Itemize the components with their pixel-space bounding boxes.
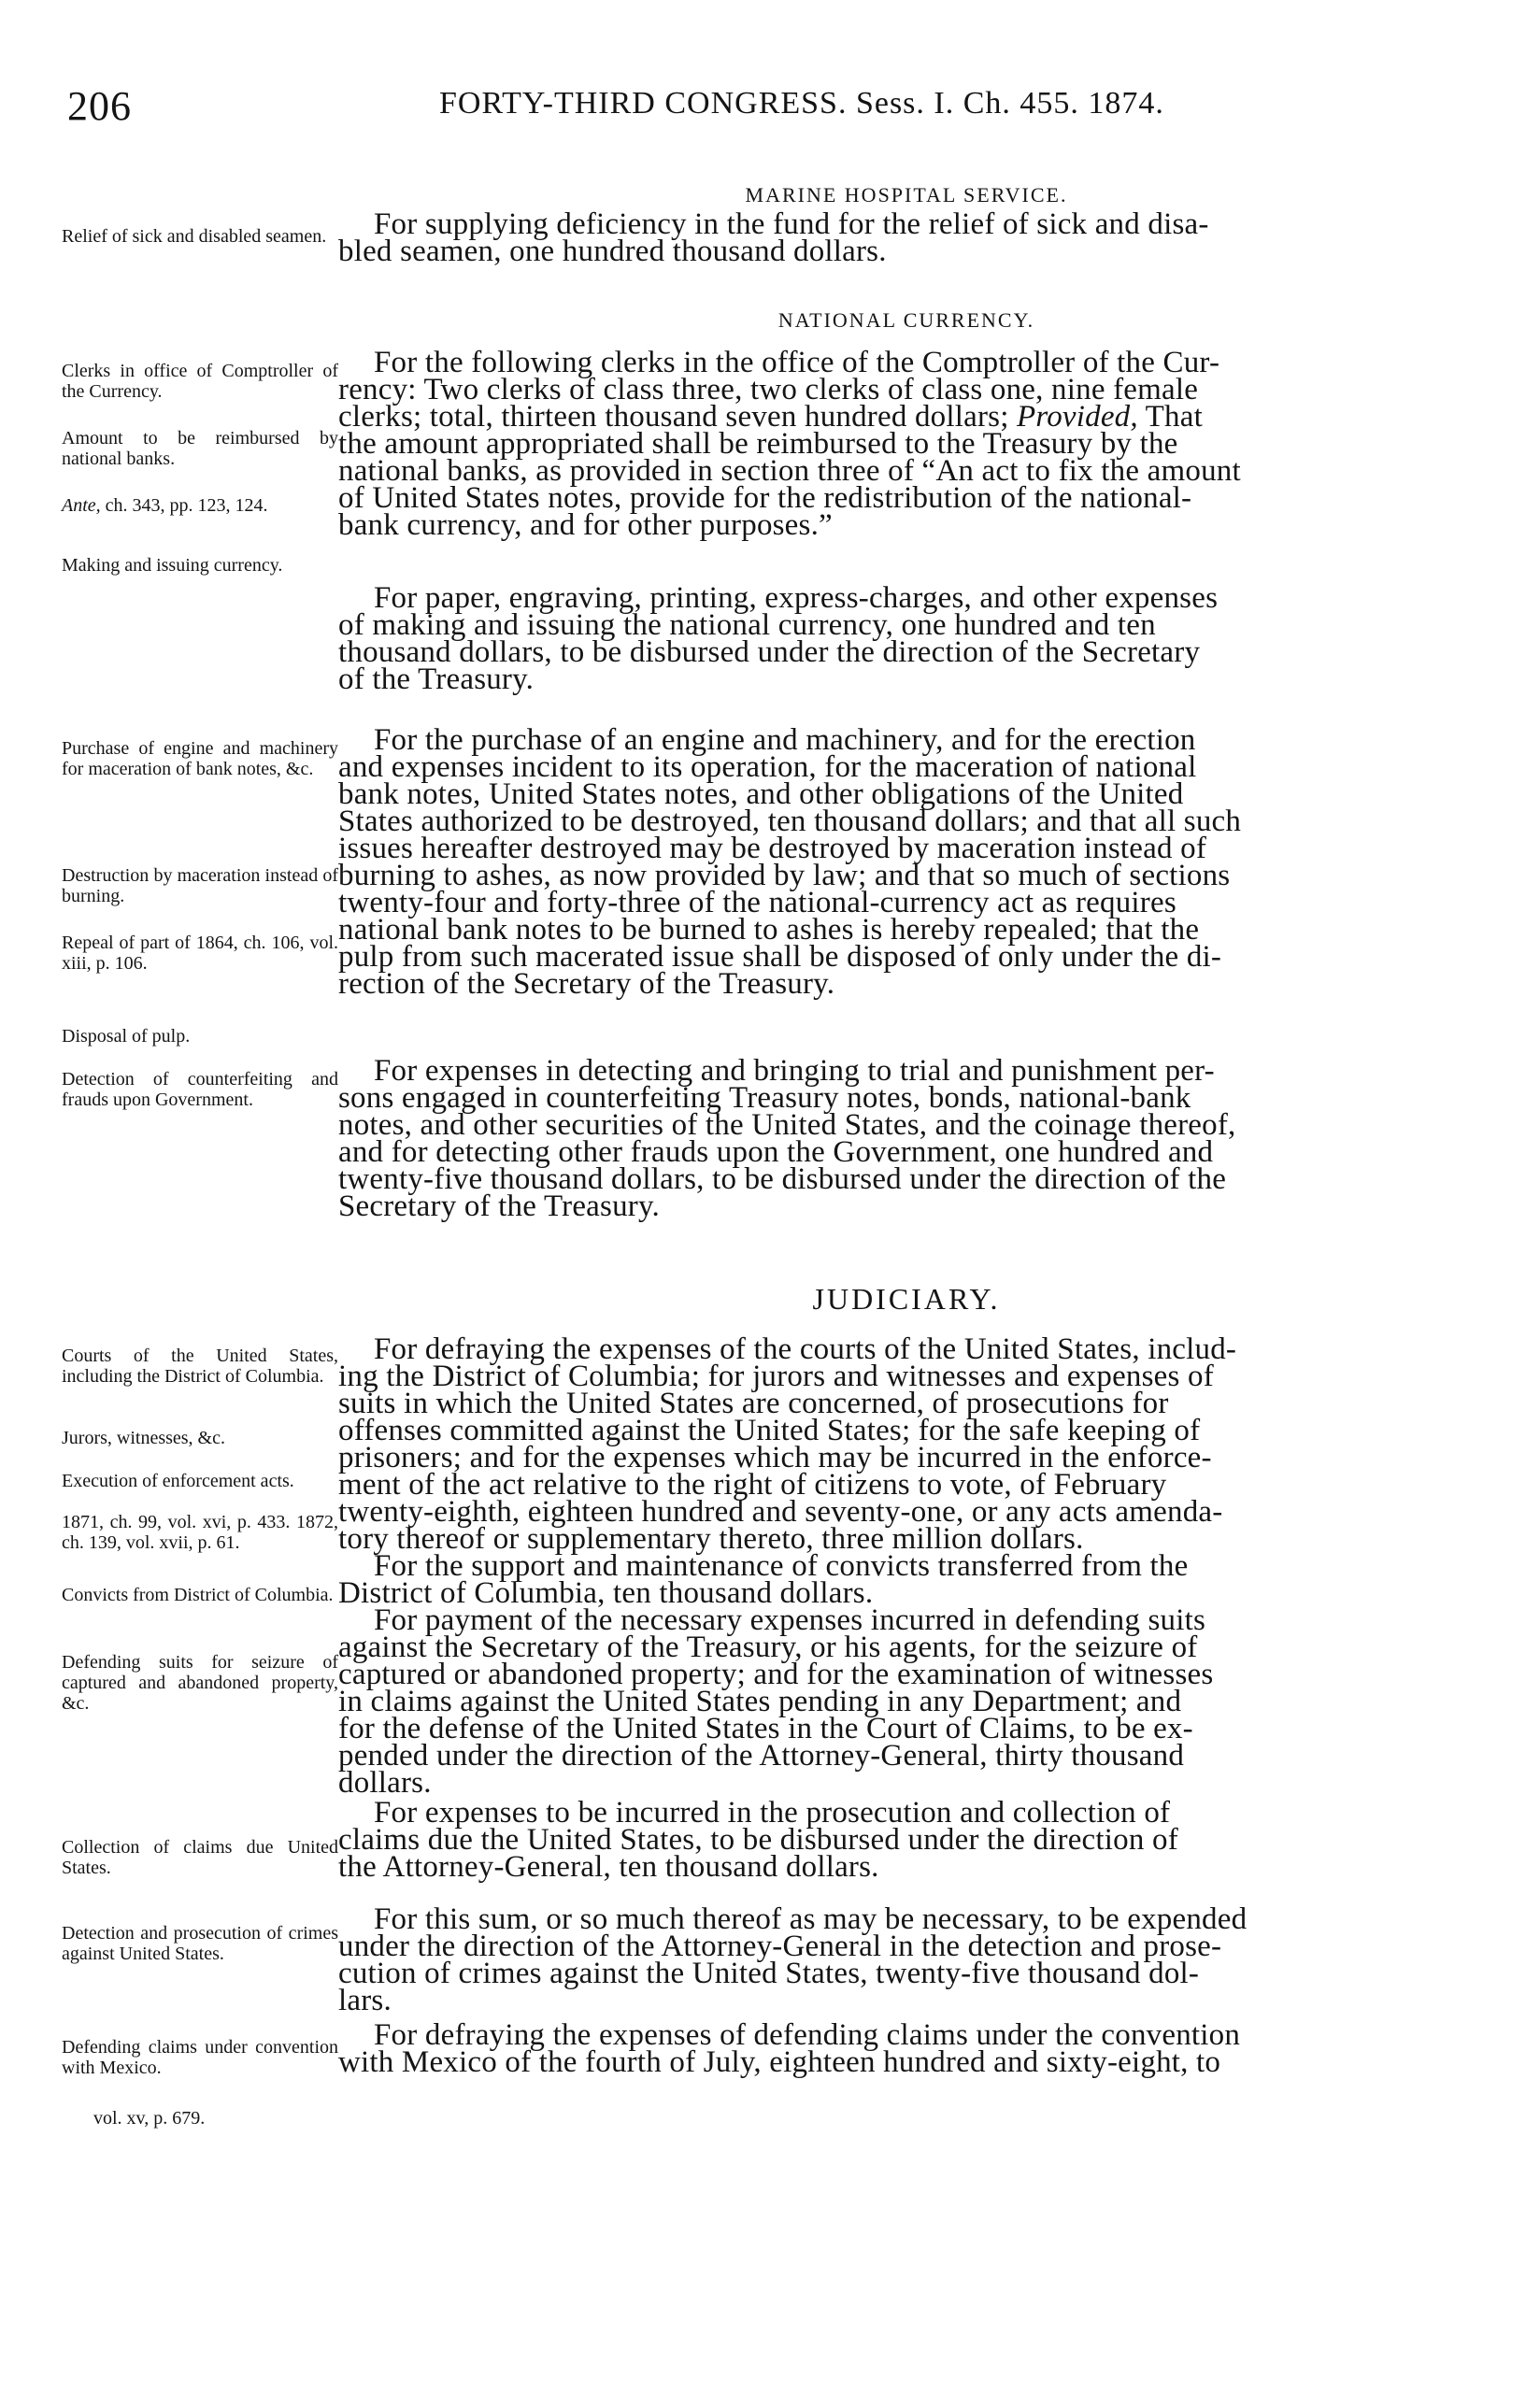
section-heading-currency: NATIONAL CURRENCY. bbox=[777, 308, 1035, 332]
margin-note-courts: Courts of the United States, including the District of Columbia. bbox=[62, 1346, 338, 1387]
paragraph-defending-suits: For payment of the necessary expenses incurred in defending suits against the Secretary of the Treasury, or his agents, for the seizure of captured or abandoned property; and for the examination of witnesses in claims against the United States pending in any Department; and for the defense of the United States in the Court of Claims, to be ex- pended under the direction of the Attorney-General, thirty thousand dollars. bbox=[338, 1603, 1214, 1800]
page-number: 206 bbox=[67, 83, 132, 129]
margin-note-counterfeiting: Detection of counterfeiting and frauds upon Government. bbox=[62, 1069, 338, 1110]
provided-italic: Provided, bbox=[1017, 400, 1138, 434]
paragraph-clerks-part1: For the following clerks in the office of the Comptroller of the Cur- rency: Two clerks of class three, two clerks of class one, nine female clerks; total, thirteen thousand seven hundred dollars; bbox=[338, 346, 1220, 434]
margin-note-reimbursed: Amount to be reimbursed by national banks. bbox=[62, 428, 338, 469]
section-heading-marine: MARINE HOSPITAL SERVICE. bbox=[745, 183, 1068, 207]
margin-note-mexico: Defending claims under convention with Mexico. bbox=[62, 2037, 338, 2078]
margin-note-vol-ref: vol. xv, p. 679. bbox=[93, 2108, 206, 2129]
paragraph-mexico: For defraying the expenses of defending claims under the convention with Mexico of the fourth of July, eighteen hundred and sixty-eight, to bbox=[338, 2018, 1241, 2079]
margin-note-ante bbox=[62, 495, 338, 516]
section-heading-judiciary: JUDICIARY. bbox=[812, 1282, 1001, 1316]
running-head: FORTY-THIRD CONGRESS. Sess. I. Ch. 455. 1874. bbox=[439, 86, 1164, 121]
margin-note-repeal: Repeal of part of 1864, ch. 106, vol. xiii, p. 106. bbox=[62, 933, 338, 974]
margin-note-relief: Relief of sick and disabled seamen. bbox=[62, 226, 327, 247]
margin-note-pulp: Disposal of pulp. bbox=[62, 1026, 191, 1047]
paragraph-counterfeiting: For expenses in detecting and bringing to trial and punishment per- sons engaged in counterfeiting Treasury notes, bonds, national-bank notes, and other securities of the United States, and the coinage thereof, and for detecting other frauds upon the Government, one hundred and twenty-five thousand dollars, to be disbursed under the direction of the Secretary of the Treasury. bbox=[338, 1054, 1236, 1223]
paragraph-maceration: For the purchase of an engine and machinery, and for the erection and expenses incident to its operation, for the maceration of national bank notes, United States notes, and other obligations of the United States authorized to be destroyed, ten thousand dollars; and that all such issues hereafter destroyed may be destroyed by maceration instead of burning to ashes, as now provided by law; and that so much of sections twenty-four and forty-three of the national-currency act as requires national bank notes to be burned to ashes is hereby repealed; that the pulp from such macerated issue shall be disposed of only under the di- rection of the Secretary of the Treasury. bbox=[338, 723, 1242, 1001]
paragraph-clerks-part2: That the amount appropriated shall be reimbursed to the Treasury by the national banks, as provided in section three of “An act to fix the amount of United States notes, provide for the redistribution of the national- bank currency, and for other purposes.” bbox=[338, 400, 1241, 542]
margin-note-destruction: Destruction by maceration instead of burning. bbox=[62, 865, 338, 906]
margin-note-ante-italic: Ante, bbox=[62, 495, 101, 516]
paragraph-clerks bbox=[338, 346, 1478, 542]
margin-note-convicts: Convicts from District of Columbia. bbox=[62, 1585, 334, 1605]
margin-note-jurors: Jurors, witnesses, &c. bbox=[62, 1428, 225, 1448]
page-header bbox=[67, 82, 1478, 138]
paragraph-courts: For defraying the expenses of the courts of the United States, includ- ing the District of Columbia; for jurors and witnesses and expenses of suits in which the United States are concerned, of prosecutions for offenses committed against the United States; for the safe keeping of prisoners; and for the expenses which may be incurred in the enforce- ment of the act relative to the right of citizens to vote, of February twenty-eighth, eighteen hundred and seventy-one, or any acts amenda- tory thereof or supplementary thereto, three million dollars. bbox=[338, 1332, 1237, 1556]
paragraph-crimes: For this sum, or so much thereof as may be necessary, to be expended under the direction of the Attorney-General in the detection and prose- cution of crimes against the United States, twenty-five thousand dol- lars. bbox=[338, 1902, 1248, 2017]
margin-note-defending-suits: Defending suits for seizure of captured and abandoned property, &c. bbox=[62, 1652, 338, 1714]
margin-note-enforcement: Execution of enforcement acts. bbox=[62, 1471, 294, 1491]
margin-note-collection: Collection of claims due United States. bbox=[62, 1837, 338, 1878]
paragraph-relief-seamen: For supplying deficiency in the fund for the relief of sick and disa- bled seamen, one hundred thousand dollars. bbox=[338, 207, 1209, 268]
margin-note-purchase-engine: Purchase of engine and machinery for maceration of bank notes, &c. bbox=[62, 738, 338, 779]
margin-note-ante-ref: ch. 343, pp. 123, 124. bbox=[100, 495, 268, 516]
paragraph-convicts: For the support and maintenance of convicts transferred from the District of Columbia, ten thousand dollars. bbox=[338, 1549, 1189, 1610]
margin-note-statute-refs: 1871, ch. 99, vol. xvi, p. 433. 1872, ch. 139, vol. xvii, p. 61. bbox=[62, 1512, 338, 1553]
paragraph-collection: For expenses to be incurred in the prosecution and collection of claims due the United States, to be disbursed under the direction of the Attorney-General, ten thousand dollars. bbox=[338, 1796, 1178, 1884]
margin-note-making-currency: Making and issuing currency. bbox=[62, 555, 283, 576]
margin-note-crimes: Detection and prosecution of crimes against United States. bbox=[62, 1923, 338, 1964]
paragraph-making-currency: For paper, engraving, printing, express-charges, and other expenses of making and issuing the national currency, one hundred and ten thousand dollars, to be disbursed under the direction of the Secretary of the Treasury. bbox=[338, 581, 1219, 696]
margin-note-clerks: Clerks in office of Comptroller of the Currency. bbox=[62, 361, 338, 402]
